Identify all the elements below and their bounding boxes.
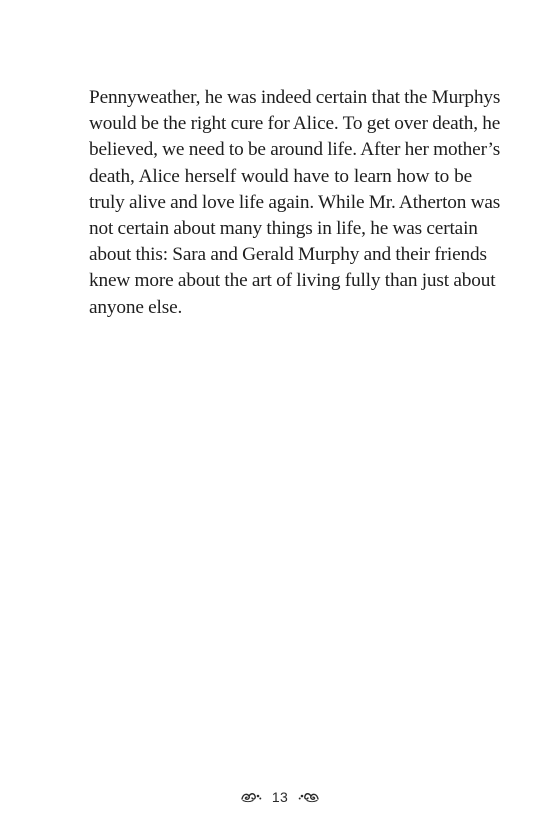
fleuron-right-icon [298, 790, 320, 804]
fleuron-left-icon [240, 790, 262, 804]
body-paragraph [89, 85, 501, 321]
body-line: knew more about the art of living fully than just about [89, 270, 496, 292]
body-line: truly alive and love life again. While Mr. Atherton was [89, 191, 501, 213]
body-line: not certain about many things in life, he was certain [89, 218, 478, 240]
body-line: anyone else. [89, 296, 183, 318]
page-footer [0, 786, 560, 808]
body-line: death, Alice herself would have to learn how to be [89, 165, 472, 187]
page-number: 13 [271, 789, 289, 805]
body-line: believed, we need to be around life. After her mother’s [89, 139, 501, 161]
body-line: would be the right cure for Alice. To get over death, he [89, 113, 501, 135]
body-line: about this: Sara and Gerald Murphy and their friends [89, 244, 487, 266]
body-line: Pennyweather, he was indeed certain that the Murphys [89, 87, 501, 108]
